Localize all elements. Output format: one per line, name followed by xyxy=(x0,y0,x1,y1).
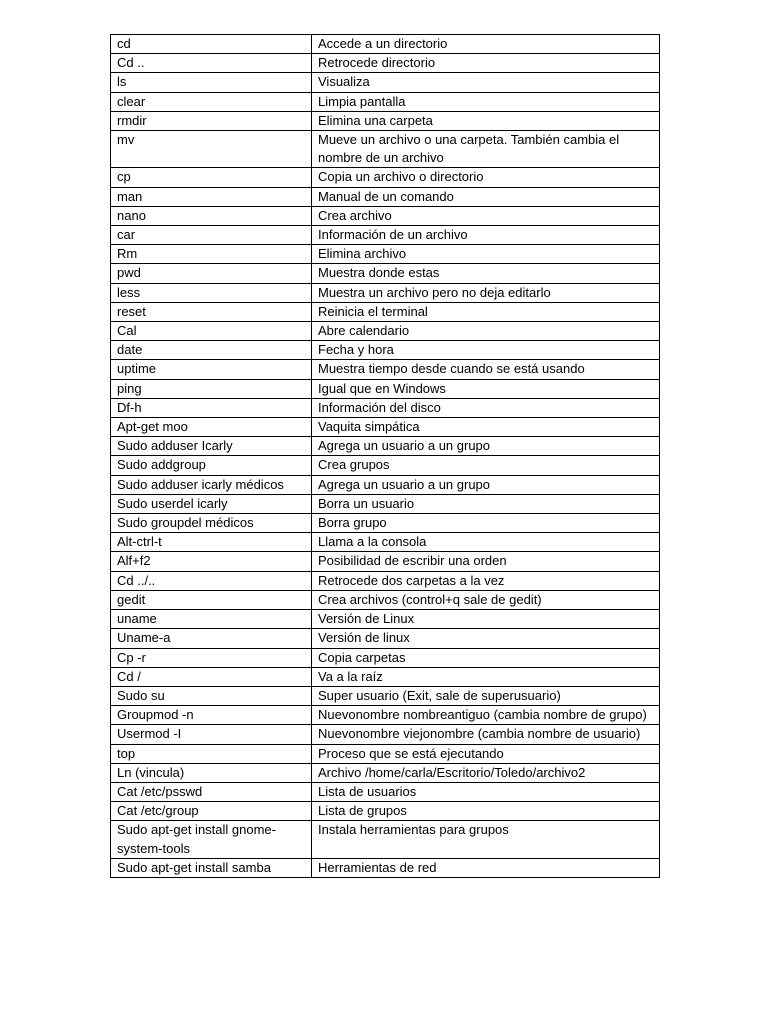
command-cell: Rm xyxy=(111,245,312,264)
table-row xyxy=(111,398,660,417)
table-row xyxy=(111,168,660,187)
description-cell: Información del disco xyxy=(312,398,660,417)
command-cell: pwd xyxy=(111,264,312,283)
table-row xyxy=(111,341,660,360)
table-row xyxy=(111,744,660,763)
description-cell: Reinicia el terminal xyxy=(312,302,660,321)
description-cell: Nuevonombre viejonombre (cambia nombre de usuario) xyxy=(312,725,660,744)
description-cell: Vaquita simpática xyxy=(312,418,660,437)
command-cell: top xyxy=(111,744,312,763)
table-row xyxy=(111,590,660,609)
description-cell: Va a la raíz xyxy=(312,667,660,686)
command-cell: uptime xyxy=(111,360,312,379)
table-row xyxy=(111,206,660,225)
command-cell: clear xyxy=(111,92,312,111)
command-cell: Cd .. xyxy=(111,54,312,73)
command-cell: ls xyxy=(111,73,312,92)
command-cell: Ln (vincula) xyxy=(111,763,312,782)
table-row xyxy=(111,456,660,475)
description-cell: Información de un archivo xyxy=(312,226,660,245)
description-cell: Elimina archivo xyxy=(312,245,660,264)
command-cell: Cat /etc/psswd xyxy=(111,782,312,801)
command-cell: Sudo userdel icarly xyxy=(111,494,312,513)
command-cell: Sudo su xyxy=(111,686,312,705)
description-cell: Posibilidad de escribir una orden xyxy=(312,552,660,571)
description-cell: Muestra tiempo desde cuando se está usando xyxy=(312,360,660,379)
description-cell: Elimina una carpeta xyxy=(312,111,660,130)
table-row xyxy=(111,131,660,168)
table-row xyxy=(111,763,660,782)
table-row xyxy=(111,92,660,111)
table-row xyxy=(111,264,660,283)
description-cell: Borra un usuario xyxy=(312,494,660,513)
table-row xyxy=(111,418,660,437)
table-row xyxy=(111,283,660,302)
table-row xyxy=(111,725,660,744)
command-cell: uname xyxy=(111,610,312,629)
command-cell: Sudo apt-get install samba xyxy=(111,858,312,877)
table-row xyxy=(111,802,660,821)
description-cell: Crea grupos xyxy=(312,456,660,475)
description-cell: Abre calendario xyxy=(312,322,660,341)
description-cell: Agrega un usuario a un grupo xyxy=(312,437,660,456)
table-row xyxy=(111,245,660,264)
description-cell: Archivo /home/carla/Escritorio/Toledo/archivo2 xyxy=(312,763,660,782)
command-cell: Cd ../.. xyxy=(111,571,312,590)
command-cell: Cp -r xyxy=(111,648,312,667)
description-cell: Manual de un comando xyxy=(312,187,660,206)
command-cell: rmdir xyxy=(111,111,312,130)
command-cell: nano xyxy=(111,206,312,225)
description-cell: Igual que en Windows xyxy=(312,379,660,398)
command-cell: cd xyxy=(111,35,312,54)
description-cell: Borra grupo xyxy=(312,514,660,533)
command-cell: Sudo addgroup xyxy=(111,456,312,475)
command-cell: Cd / xyxy=(111,667,312,686)
command-cell: Sudo adduser Icarly xyxy=(111,437,312,456)
description-cell: Versión de Linux xyxy=(312,610,660,629)
command-cell: gedit xyxy=(111,590,312,609)
command-cell: Alt-ctrl-t xyxy=(111,533,312,552)
commands-table-body xyxy=(111,35,660,878)
command-cell: Sudo adduser icarly médicos xyxy=(111,475,312,494)
table-row xyxy=(111,379,660,398)
description-cell: Proceso que se está ejecutando xyxy=(312,744,660,763)
command-cell: date xyxy=(111,341,312,360)
command-cell: car xyxy=(111,226,312,245)
command-cell: Uname-a xyxy=(111,629,312,648)
description-cell: Llama a la consola xyxy=(312,533,660,552)
description-cell: Accede a un directorio xyxy=(312,35,660,54)
description-cell: Herramientas de red xyxy=(312,858,660,877)
description-cell: Crea archivo xyxy=(312,206,660,225)
commands-table xyxy=(110,34,660,878)
command-cell: Cal xyxy=(111,322,312,341)
table-row xyxy=(111,552,660,571)
table-row xyxy=(111,667,660,686)
description-cell: Visualiza xyxy=(312,73,660,92)
description-cell: Crea archivos (control+q sale de gedit) xyxy=(312,590,660,609)
table-row xyxy=(111,54,660,73)
table-row xyxy=(111,610,660,629)
command-cell: Groupmod -n xyxy=(111,706,312,725)
table-row xyxy=(111,648,660,667)
table-row xyxy=(111,858,660,877)
command-cell: mv xyxy=(111,131,312,168)
command-cell: cp xyxy=(111,168,312,187)
description-cell: Fecha y hora xyxy=(312,341,660,360)
command-cell: Usermod -I xyxy=(111,725,312,744)
command-cell: ping xyxy=(111,379,312,398)
description-cell: Lista de usuarios xyxy=(312,782,660,801)
description-cell: Agrega un usuario a un grupo xyxy=(312,475,660,494)
command-cell: less xyxy=(111,283,312,302)
description-cell: Instala herramientas para grupos xyxy=(312,821,660,858)
description-cell: Copia carpetas xyxy=(312,648,660,667)
command-cell: reset xyxy=(111,302,312,321)
table-row xyxy=(111,437,660,456)
description-cell: Limpia pantalla xyxy=(312,92,660,111)
description-cell: Mueve un archivo o una carpeta. También cambia el nombre de un archivo xyxy=(312,131,660,168)
description-cell: Super usuario (Exit, sale de superusuario) xyxy=(312,686,660,705)
table-row xyxy=(111,73,660,92)
command-cell: Sudo apt-get install gnome-system-tools xyxy=(111,821,312,858)
description-cell: Nuevonombre nombreantiguo (cambia nombre de grupo) xyxy=(312,706,660,725)
table-row xyxy=(111,187,660,206)
description-cell: Versión de linux xyxy=(312,629,660,648)
description-cell: Retrocede dos carpetas a la vez xyxy=(312,571,660,590)
table-row xyxy=(111,533,660,552)
table-row xyxy=(111,686,660,705)
command-cell: Apt-get moo xyxy=(111,418,312,437)
table-row xyxy=(111,706,660,725)
description-cell: Copia un archivo o directorio xyxy=(312,168,660,187)
command-cell: Df-h xyxy=(111,398,312,417)
table-row xyxy=(111,629,660,648)
table-row xyxy=(111,360,660,379)
table-row xyxy=(111,821,660,858)
table-row xyxy=(111,226,660,245)
description-cell: Lista de grupos xyxy=(312,802,660,821)
table-row xyxy=(111,302,660,321)
table-row xyxy=(111,111,660,130)
table-row xyxy=(111,514,660,533)
description-cell: Muestra un archivo pero no deja editarlo xyxy=(312,283,660,302)
command-cell: Sudo groupdel médicos xyxy=(111,514,312,533)
description-cell: Retrocede directorio xyxy=(312,54,660,73)
table-row xyxy=(111,494,660,513)
command-cell: Cat /etc/group xyxy=(111,802,312,821)
command-cell: man xyxy=(111,187,312,206)
table-row xyxy=(111,322,660,341)
table-row xyxy=(111,782,660,801)
description-cell: Muestra donde estas xyxy=(312,264,660,283)
table-row xyxy=(111,571,660,590)
table-row xyxy=(111,35,660,54)
command-cell: Alf+f2 xyxy=(111,552,312,571)
table-row xyxy=(111,475,660,494)
